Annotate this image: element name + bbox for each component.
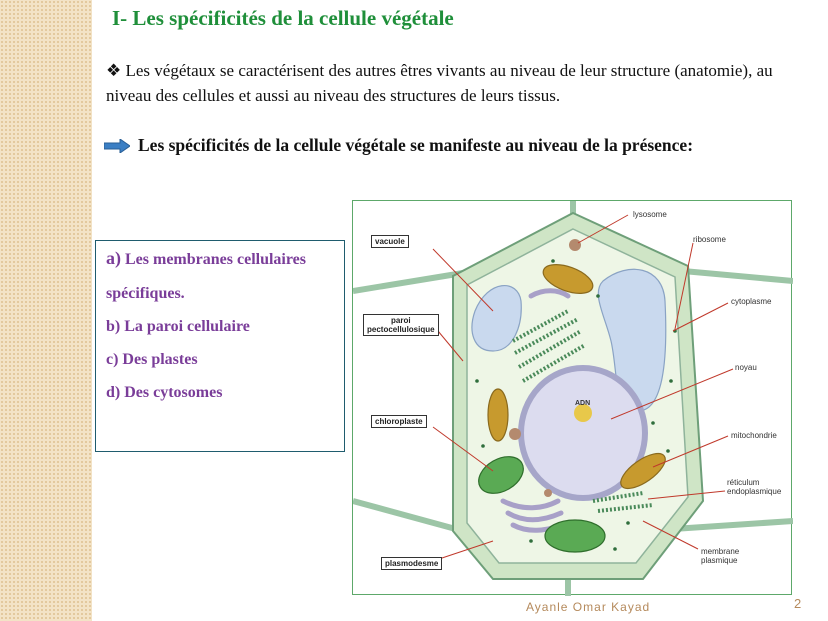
page-number: 2 (794, 596, 802, 611)
list-item-text: Les membranes cellulaires (121, 251, 307, 268)
list-item: c) Des plastes (106, 351, 198, 368)
decorative-strip (0, 0, 92, 621)
intro-paragraph (106, 58, 806, 108)
list-item: d) Des cytosomes (106, 384, 223, 401)
er-label-line: endoplasmique (727, 487, 782, 496)
arrow-statement (104, 135, 693, 156)
list-item: spécifiques. (106, 285, 185, 302)
plasma-membrane-label (701, 547, 739, 565)
bullet-icon: ❖ (106, 61, 122, 80)
author-footer: Ayanle Omar Kayad (526, 600, 651, 614)
er-label (727, 478, 781, 496)
specificities-list (95, 240, 345, 452)
plant-cell-diagram (352, 200, 792, 595)
list-item-letter: a) (106, 248, 121, 268)
intro-text: Les végétaux se caractérisent des autres êtres vivants au niveau de leur structure (anatomie), au niveau des cellules et aussi au niveau des structures de leurs tissus. (106, 61, 773, 105)
er-label-line: réticulum (727, 478, 760, 487)
lysosome (569, 239, 581, 251)
chloroplast-label: chloroplaste (371, 415, 427, 428)
list-item (106, 248, 306, 269)
list-item: b) La paroi cellulaire (106, 318, 250, 335)
cytoplasm-label: cytoplasme (731, 297, 772, 306)
arrow-statement-text: Les spécificités de la cellule végétale se manifeste au niveau de la présence: (138, 135, 694, 155)
cell-wall-label-line: paroi (391, 316, 411, 325)
plasmodesma-label: plasmodesme (381, 557, 442, 570)
lysosome-label: lysosome (633, 210, 667, 219)
cell-illustration (353, 201, 793, 596)
vacuole-label: vacuole (371, 235, 409, 248)
cell-wall-label-line: pectocellulosique (367, 325, 435, 334)
nucleus-label: noyau (735, 363, 757, 372)
cell-wall-label (363, 314, 439, 336)
slide-title: I- Les spécificités de la cellule végétale (112, 6, 454, 30)
adn-label: ADN (575, 400, 591, 407)
mitochondria-label: mitochondrie (731, 431, 777, 440)
plasma-membrane-label-line: plasmique (701, 556, 738, 565)
plasma-membrane-label-line: membrane (701, 547, 740, 556)
right-arrow-icon (104, 139, 130, 153)
ribosome-label: ribosome (693, 235, 726, 244)
